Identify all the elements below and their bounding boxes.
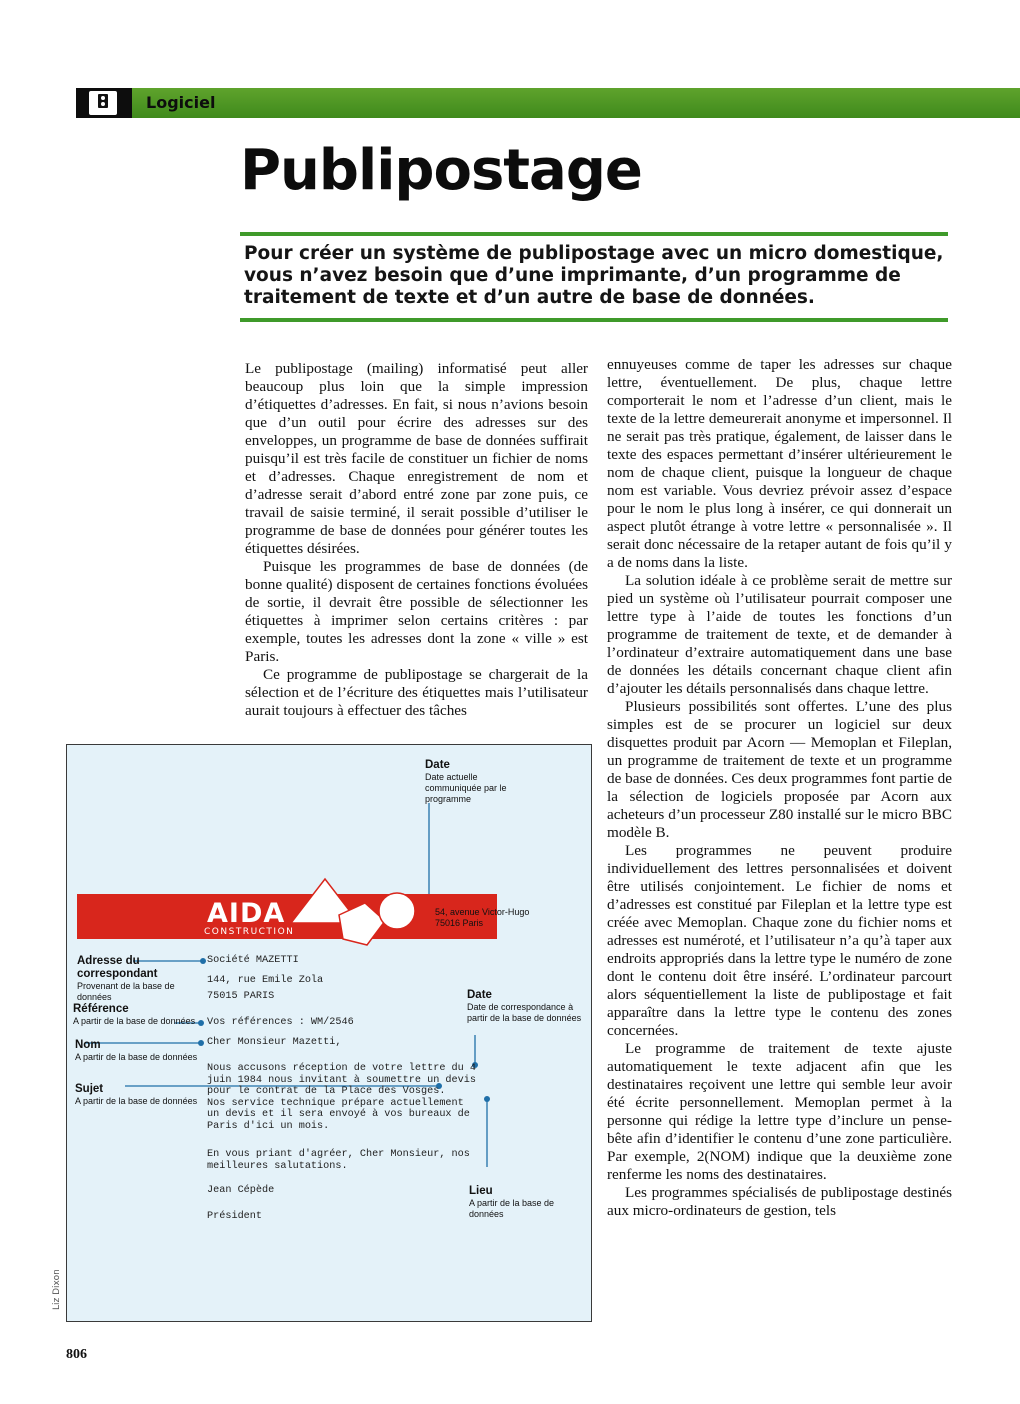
- nom-annotation: [75, 1039, 205, 1063]
- paragraph: Ce programme de publipostage se chargerait de la sélection et de l’écriture des étiquettes mais l’utilisateur aurait toujours à effectuer des tâches: [245, 666, 588, 719]
- annotation-title: Sujet: [75, 1083, 104, 1095]
- mailing-letter-figure: [66, 744, 592, 1322]
- letter-greeting: Cher Monsieur Mazetti,: [207, 1037, 342, 1048]
- section-label: Logiciel: [146, 93, 216, 112]
- adresse-annotation: [77, 955, 207, 1003]
- annotation-desc: A partir de la base de données: [75, 1052, 198, 1062]
- sujet-annotation: [75, 1083, 205, 1107]
- letter-signature: Jean Cépède: [207, 1185, 275, 1196]
- reference-annotation: [73, 1003, 203, 1027]
- paragraph: Les programmes ne peuvent produire individuellement des lettres personnalisées et doivent être utilisés conjointement. Le fichier de noms et d’adresses est constitué par Fileplan et la lettre type est créée avec Memoplan. Chaque zone du fichier noms et adresses est numéroté, et l’utilisateur n’a qu’à taper aux endroits appropriés dans la lettre type le numéro de zone dont le contenu doit être inséré. L’ordinateur parcourt alors séquentiellement la liste de publipostage et fait apparaître dans la lettre type le contenu des zones concernées.: [607, 842, 952, 1039]
- annotation-desc: A partir de la base de données: [75, 1096, 198, 1106]
- letter-street: 144, rue Emile Zola: [207, 975, 324, 986]
- annotation-desc: A partir de la base de données: [469, 1198, 555, 1219]
- company-logo-name: AIDA: [207, 898, 286, 929]
- annotation-title: Nom: [75, 1039, 101, 1051]
- date-right-annotation: [467, 989, 589, 1024]
- paragraph: La solution idéale à ce problème serait de mettre sur pied un système où l’utilisateur pourrait composer une lettre type à l’aide de toutes les fonctions d’un programme de traitement de texte, et de demander à l’ordinateur d’extraire automatiquement dans une base de données les détails concernant chaque client afin d’ajouter les détails personnalisés dans chaque lettre.: [607, 572, 952, 697]
- text-column-2: [607, 356, 952, 1220]
- lead-rule-bottom: [240, 318, 948, 322]
- annotation-title: Référence: [73, 1003, 129, 1015]
- annotation-title: Date: [425, 759, 450, 771]
- annotation-title: Lieu: [469, 1185, 493, 1197]
- paragraph: Le publipostage (mailing) informatisé peut aller beaucoup plus loin que la simple impression d’étiquettes d’adresses. En fait, si nous n’avions besoin que d’un outil pour écrire des adresses sur des enveloppes, un programme de base de données suffirait puisqu’il est très facile de constituer un fichier de noms et d’adresses. Chaque enregistrement de nom et d’adresse serait d’abord entré zone par zone puis, ce travail de saisie terminé, il serait possible d’utiliser le programme de base de données pour générer toutes les étiquettes désirées.: [245, 360, 588, 557]
- annotation-title: Adresse du correspondant: [77, 955, 158, 980]
- company-logo-subtitle: CONSTRUCTION: [204, 927, 295, 937]
- annotation-desc: Date de correspondance à partir de la base de données: [467, 1002, 582, 1023]
- annotation-title: Date: [467, 989, 492, 1001]
- annotation-desc: A partir de la base de données: [73, 1016, 196, 1026]
- section-band: [76, 88, 1020, 118]
- letter-closing: En vous priant d'agréer, Cher Monsieur, nos meilleures salutations.: [207, 1149, 470, 1172]
- paragraph: Les programmes spécialisés de publipostage destinés aux micro-ordinateurs de gestion, tels: [607, 1184, 952, 1219]
- page-number: 806: [66, 1347, 87, 1362]
- letter-role: Président: [207, 1211, 263, 1222]
- floppy-disk-icon: [89, 91, 117, 115]
- paragraph: Puisque les programmes de base de données (de bonne qualité) disposent de certaines fonctions évoluées de sortie, il devrait être possible de sélectionner les étiquettes à imprimer selon certains critères : par exemple, toutes les adresses dont la zone « ville » est Paris.: [245, 558, 588, 665]
- annotation-desc: Date actuelle communiquée par le programme: [425, 772, 507, 804]
- text-column-1: [245, 360, 588, 720]
- sender-address: 54, avenue Victor-Hugo 75016 Paris: [435, 907, 530, 928]
- letter-company: Société MAZETTI: [207, 955, 299, 966]
- lead-paragraph: Pour créer un système de publipostage avec un micro domestique, vous n’avez besoin que d’une imprimante, d’un programme de traitement de texte et d’un autre de base de données.: [244, 243, 944, 308]
- lieu-annotation: [469, 1185, 591, 1220]
- logo-shapes: [67, 745, 592, 1322]
- letter-city: 75015 PARIS: [207, 991, 275, 1002]
- annotation-desc: Provenant de la base de données: [77, 981, 175, 1002]
- letter-reference: Vos références : WM/2546: [207, 1017, 354, 1028]
- photo-credit: Liz Dixon: [52, 1269, 62, 1310]
- paragraph: ennuyeuses comme de taper les adresses sur chaque lettre, éventuellement. De plus, chaque lettre comporterait le nom et l’adresse d’un client, mais le texte de la lettre demeurerait anonyme et impersonnel. Il ne serait pas très pratique, également, de laisser dans le texte des espaces permettant d’insérer ultérieurement le nom de chaque client, puisque la longueur de chaque nom est variable. Vous devriez prévoir assez d’espace pour le nom le plus long à insérer, ce qui donnerait un aspect plutôt étrange à votre lettre « personnalisée ». Il serait donc nécessaire de la retaper autant de fois qu’il y a de noms dans la liste.: [607, 356, 952, 571]
- paragraph: Le programme de traitement de texte ajuste automatiquement le texte adjacent afin que les destinataires reçoivent une lettre qui semble leur avoir été écrite personnellement. Memoplan permet à la personne qui rédige la lettre type d’inclure un pense-bête afin d’identifier le contenu d’une zone particulière. Par exemple, 2(NOM) indique que la deuxième zone renferme les noms des destinataires.: [607, 1040, 952, 1183]
- letter-body: Nous accusons réception de votre lettre du 4 juin 1984 nous invitant à soumettre un devis pour le contrat de la Place des Vosges. Nos service technique prépare actuellement un devis et il sera envoyé à vos bureaux de Paris d'ici un mois.: [207, 1063, 476, 1132]
- page-title: Publipostage: [240, 138, 642, 203]
- paragraph: Plusieurs possibilités sont offertes. L’une des plus simples est de se procurer un logiciel sur deux disquettes produit par Acorn — Memoplan et Fileplan, un programme de traitement de texte et un programme de base de données. Ces deux programmes font partie de la sélection de logiciels proposée par Acorn aux acheteurs d’un processeur Z80 installé sur le micro BBC modèle B.: [607, 698, 952, 841]
- lead-rule-top: [240, 232, 948, 236]
